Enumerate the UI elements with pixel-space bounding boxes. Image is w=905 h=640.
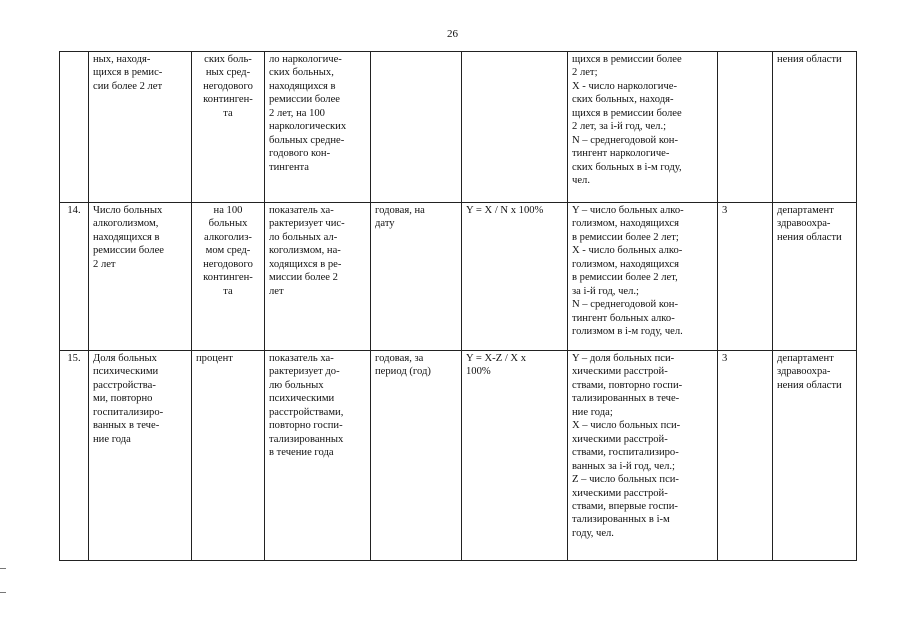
row-number-cell: 15. (60, 351, 89, 561)
indicator-name-cell: Число больных алкоголизмом, находящихся в ремиссии более 2 лет (89, 203, 192, 351)
variables-cell: щихся в ремиссии более 2 лет; X - число наркологиче- ских больных, находя- щихся в ремиссии более 2 лет, за i-й год, чел.; N – среднегодовой кон- тингент наркологиче- ских больных в i-м году, чел. (568, 52, 718, 203)
scan-edge-mark (0, 568, 6, 569)
scan-edge-mark (0, 592, 6, 593)
unit-cell: на 100 больных алкоголиз- мом сред- негодового континген- та (192, 203, 265, 351)
variables-cell: Y – доля больных пси- хическими расстрой- ствами, повторно госпи- тализированных в тече- ние года; X – число больных пси- хическими расстрой- ствами, госпитализиро- ванных за i-й год, чел.; Z – число больных пси- хическими расстрой- ствами, впервые госпи- тализированных в i-м году, чел. (568, 351, 718, 561)
indicator-name-cell: ных, находя- щихся в ремис- сии более 2 лет (89, 52, 192, 203)
row-number-cell: 14. (60, 203, 89, 351)
row-number-cell (60, 52, 89, 203)
variables-cell: Y – число больных алко- голизмом, находящихся в ремиссии более 2 лет; X - число больных алко- голизмом, находящихся в ремиссии более 2 лет, за i-й год, чел.; N – среднегодовой кон- тингент больных алко- голизмом в i-м году, чел. (568, 203, 718, 351)
method-cell: 3 (718, 203, 773, 351)
table-row (60, 52, 857, 203)
unit-cell: ских боль- ных сред- негодового континген- та (192, 52, 265, 203)
method-cell: 3 (718, 351, 773, 561)
periodicity-cell: годовая, на дату (371, 203, 462, 351)
formula-cell: Y = X-Z / X x 100% (462, 351, 568, 561)
method-cell (718, 52, 773, 203)
definition-cell: показатель ха- рактеризует до- лю больных психическими расстройствами, повторно госпи- тализированных в течение года (265, 351, 371, 561)
responsible-cell: департамент здравоохра- нения области (773, 203, 857, 351)
responsible-cell: нения области (773, 52, 857, 203)
table-row (60, 203, 857, 351)
formula-cell (462, 52, 568, 203)
periodicity-cell: годовая, за период (год) (371, 351, 462, 561)
responsible-cell: департамент здравоохра- нения области (773, 351, 857, 561)
indicators-table (59, 51, 857, 561)
definition-cell: показатель ха- рактеризует чис- ло больных ал- коголизмом, на- ходящихся в ре- миссии более 2 лет (265, 203, 371, 351)
table-row (60, 351, 857, 561)
unit-cell: процент (192, 351, 265, 561)
page-number: 26 (447, 28, 458, 40)
definition-cell: ло наркологиче- ских больных, находящихся в ремиссии более 2 лет, на 100 наркологических больных средне- годового кон- тингента (265, 52, 371, 203)
formula-cell: Y = X / N x 100% (462, 203, 568, 351)
indicator-name-cell: Доля больных психическими расстройства- ми, повторно госпитализиро- ванных в тече- ние года (89, 351, 192, 561)
periodicity-cell (371, 52, 462, 203)
